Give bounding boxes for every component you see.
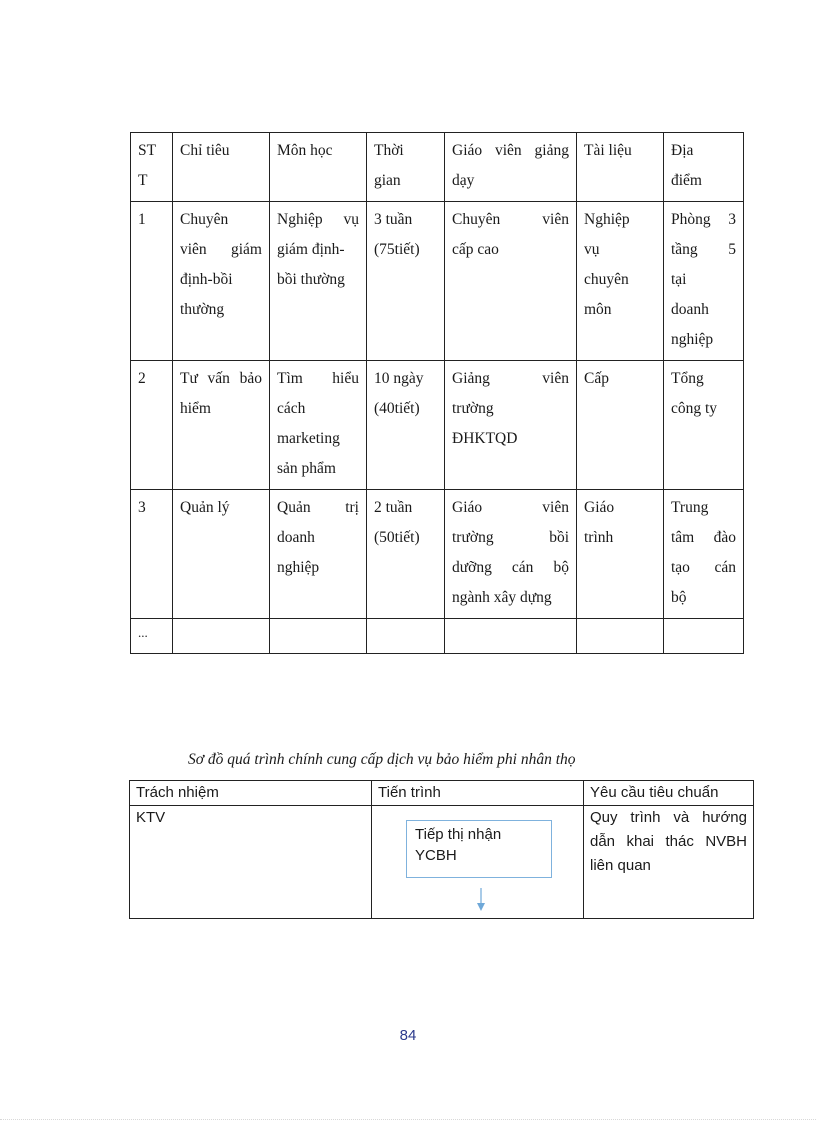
cell-line: (50tiết)	[374, 529, 420, 546]
cell-line: nghiệp	[277, 559, 320, 576]
cell-line: marketing	[277, 430, 340, 447]
cell-line: Phòng 3	[671, 211, 736, 228]
cell-line: trường bồi	[452, 529, 569, 546]
cell-tai-lieu	[577, 202, 664, 361]
cell-line: hiểm	[180, 400, 211, 417]
header-process: Tiến trình	[372, 781, 584, 806]
page-edge-divider	[0, 1119, 816, 1120]
process-header-row	[130, 781, 754, 806]
requirement-line: Quy trình và hướng	[590, 809, 747, 826]
flow-diagram-caption: Sơ đồ quá trình chính cung cấp dịch vụ bảo hiểm phi nhân thọ	[188, 751, 576, 768]
cell-line: cách	[277, 400, 306, 417]
cell-chi-tieu	[173, 490, 270, 619]
table-row	[131, 202, 744, 361]
header-thoi-gian-line: gian	[374, 172, 401, 189]
cell-line: cấp cao	[452, 241, 499, 258]
cell-line: Nghiệp	[584, 211, 630, 228]
cell-tai-lieu	[577, 490, 664, 619]
cell-chi-tieu	[173, 361, 270, 490]
cell-line: chuyên	[584, 271, 629, 288]
table-row	[131, 490, 744, 619]
cell-line: bồi thường	[277, 271, 345, 288]
cell-line: tạo cán	[671, 559, 736, 576]
flow-step-box	[406, 820, 552, 878]
header-dia-diem-line: điểm	[671, 172, 702, 189]
cell-line: Giáo	[584, 499, 615, 516]
cell-line: Quản lý	[180, 499, 230, 516]
cell-chi-tieu	[173, 202, 270, 361]
cell-line: thường	[180, 301, 225, 318]
table-row-ellipsis	[131, 619, 744, 654]
header-stt-line: T	[138, 172, 148, 189]
cell-line: định-bồi	[180, 271, 233, 288]
cell-ellipsis: ...	[131, 619, 173, 654]
cell-line: Tổng	[671, 370, 704, 387]
cell-line: 10 ngày	[374, 370, 424, 387]
requirement-line: dẫn khai thác NVBH	[590, 833, 747, 850]
cell-responsibility: KTV	[130, 806, 372, 919]
process-row	[130, 806, 754, 919]
cell-thoi-gian	[367, 490, 445, 619]
cell-line: môn	[584, 301, 612, 318]
cell-line: trường	[452, 400, 494, 417]
cell-line: viên giám	[180, 241, 262, 258]
cell-giao-vien	[445, 202, 577, 361]
header-chi-tieu: Chỉ tiêu	[173, 133, 270, 202]
cell-process	[372, 806, 584, 919]
cell-line: tâm đào	[671, 529, 736, 546]
table-header-row	[131, 133, 744, 202]
cell-empty	[664, 619, 744, 654]
cell-mon-hoc	[270, 361, 367, 490]
cell-line: Giảng viên	[452, 370, 569, 387]
cell-stt: 3	[131, 490, 173, 619]
cell-line: Nghiệp vụ	[277, 211, 359, 228]
cell-line: Cấp	[584, 370, 609, 387]
cell-line: Quản trị	[277, 499, 359, 516]
cell-empty	[173, 619, 270, 654]
cell-line: doanh	[671, 301, 709, 318]
flow-step-line: YCBH	[415, 847, 457, 864]
cell-line: bộ	[671, 589, 687, 606]
header-requirements: Yêu cầu tiêu chuẩn	[584, 781, 754, 806]
cell-line: sản phẩm	[277, 460, 336, 477]
cell-line: doanh	[277, 529, 315, 546]
cell-mon-hoc	[270, 202, 367, 361]
cell-line: 2 tuần	[374, 499, 413, 516]
cell-line: vụ	[584, 241, 600, 258]
cell-line: Trung	[671, 499, 709, 516]
cell-line: Giáo viên	[452, 499, 569, 516]
header-dia-diem	[664, 133, 744, 202]
cell-stt: 1	[131, 202, 173, 361]
page-number: 84	[399, 1027, 417, 1044]
cell-requirements	[584, 806, 754, 919]
cell-thoi-gian	[367, 361, 445, 490]
cell-line: (40tiết)	[374, 400, 420, 417]
cell-line: dưỡng cán bộ	[452, 559, 569, 576]
header-giao-vien	[445, 133, 577, 202]
cell-line: công ty	[671, 400, 718, 417]
training-table	[130, 132, 744, 654]
cell-line: giám định-	[277, 241, 345, 258]
cell-line: 3 tuần	[374, 211, 413, 228]
cell-line: tại	[671, 271, 687, 288]
cell-line: ngành xây dựng	[452, 589, 552, 606]
process-table	[129, 780, 754, 919]
header-tai-lieu: Tài liệu	[577, 133, 664, 202]
cell-mon-hoc	[270, 490, 367, 619]
cell-line: ĐHKTQD	[452, 430, 518, 447]
cell-line: Tìm hiểu	[277, 370, 359, 387]
cell-dia-diem	[664, 361, 744, 490]
table-row	[131, 361, 744, 490]
header-mon-hoc: Môn học	[270, 133, 367, 202]
cell-line: (75tiết)	[374, 241, 420, 258]
cell-line: nghiệp	[671, 331, 714, 348]
flow-step-line: Tiếp thị nhận	[415, 826, 502, 843]
cell-line: Chuyên	[180, 211, 229, 228]
cell-line: Chuyên viên	[452, 211, 569, 228]
header-stt	[131, 133, 173, 202]
cell-giao-vien	[445, 490, 577, 619]
cell-tai-lieu	[577, 361, 664, 490]
header-thoi-gian	[367, 133, 445, 202]
header-stt-line: ST	[138, 142, 157, 159]
cell-line: Tư vấn bảo	[180, 370, 262, 387]
cell-thoi-gian	[367, 202, 445, 361]
header-giao-vien-line: dạy	[452, 172, 475, 189]
cell-dia-diem	[664, 490, 744, 619]
header-responsibility: Trách nhiệm	[130, 781, 372, 806]
cell-empty	[367, 619, 445, 654]
requirement-line: liên quan	[590, 857, 651, 874]
cell-line: tầng 5	[671, 241, 736, 258]
header-dia-diem-line: Địa	[671, 142, 694, 159]
cell-empty	[577, 619, 664, 654]
down-arrow-icon	[475, 888, 487, 912]
cell-giao-vien	[445, 361, 577, 490]
header-giao-vien-line: Giáo viên giảng	[452, 142, 569, 159]
cell-stt: 2	[131, 361, 173, 490]
cell-dia-diem	[664, 202, 744, 361]
cell-empty	[445, 619, 577, 654]
header-thoi-gian-line: Thời	[374, 142, 404, 159]
cell-line: trình	[584, 529, 614, 546]
cell-empty	[270, 619, 367, 654]
